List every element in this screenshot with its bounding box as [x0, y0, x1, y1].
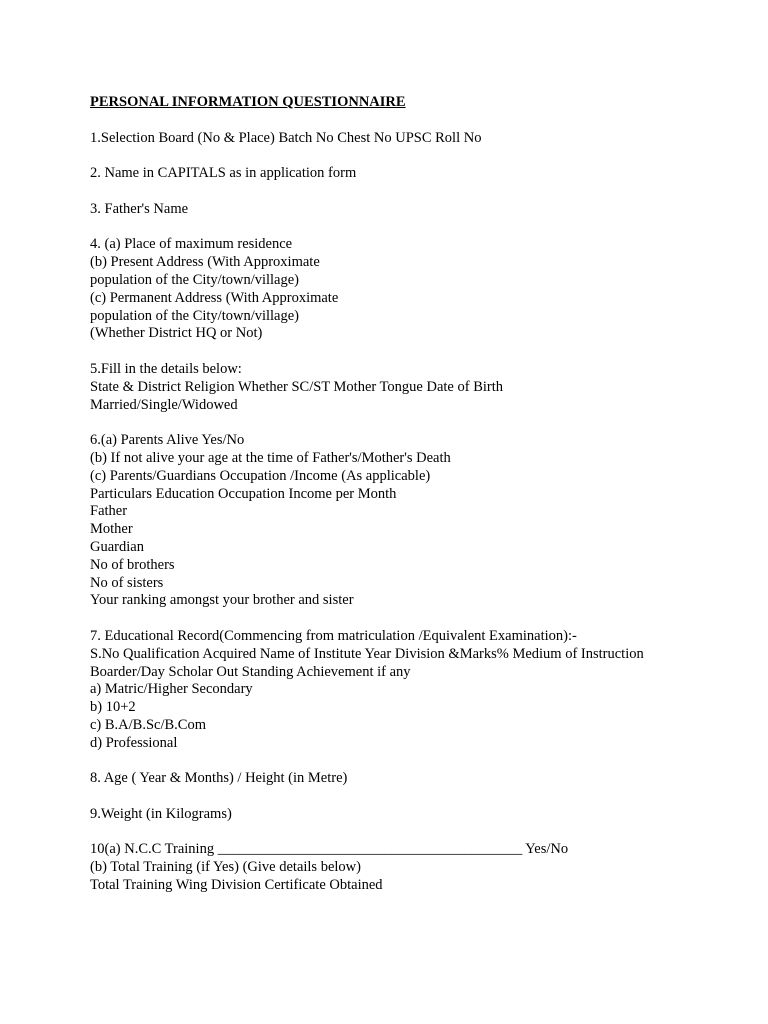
- section-line: 9.Weight (in Kilograms): [90, 805, 232, 822]
- section-10: [90, 841, 710, 894]
- section-line: 2. Name in CAPITALS as in application form: [90, 165, 357, 182]
- section-2: [90, 165, 710, 183]
- section-line: (c) Permanent Address (With Approximate: [90, 289, 339, 306]
- section-line: (c) Parents/Guardians Occupation /Income (As applicable): [90, 467, 431, 484]
- section-line: population of the City/town/village): [90, 271, 300, 288]
- document-title: PERSONAL INFORMATION QUESTIONNAIRE: [90, 94, 406, 110]
- section-line: (b) If not alive your age at the time of Father's/Mother's Death: [90, 449, 451, 466]
- section-line: (b) Total Training (if Yes) (Give details below): [90, 859, 361, 876]
- section-line: b) 10+2: [90, 699, 136, 716]
- section-line: S.No Qualification Acquired Name of Institute Year Division &Marks% Medium of Instruction: [90, 645, 644, 662]
- section-line: 7. Educational Record(Commencing from matriculation /Equivalent Examination):-: [90, 627, 577, 644]
- section-line: 1.Selection Board (No & Place) Batch No Chest No UPSC Roll No: [90, 129, 482, 146]
- section-line: No of sisters: [90, 574, 164, 591]
- section-line: Your ranking amongst your brother and sister: [90, 592, 354, 609]
- document-page: [90, 94, 710, 913]
- section-line: a) Matric/Higher Secondary: [90, 681, 253, 698]
- section-line: 10(a) N.C.C Training __________________________________________ Yes/No: [90, 841, 569, 858]
- section-line: 6.(a) Parents Alive Yes/No: [90, 432, 245, 449]
- section-line: (b) Present Address (With Approximate: [90, 254, 320, 271]
- section-line: No of brothers: [90, 556, 175, 573]
- section-line: State & District Religion Whether SC/ST Mother Tongue Date of Birth: [90, 378, 503, 395]
- section-7: [90, 628, 710, 753]
- section-6: [90, 432, 710, 610]
- section-1: [90, 130, 710, 148]
- section-line: Particulars Education Occupation Income per Month: [90, 485, 397, 502]
- section-8: [90, 770, 710, 788]
- section-3: [90, 201, 710, 219]
- section-9: [90, 806, 710, 824]
- section-line: Mother: [90, 521, 133, 538]
- section-line: Boarder/Day Scholar Out Standing Achievement if any: [90, 663, 411, 680]
- section-5: [90, 361, 710, 414]
- section-line: d) Professional: [90, 734, 178, 751]
- section-line: 5.Fill in the details below:: [90, 360, 242, 377]
- section-4: [90, 236, 710, 343]
- section-line: Guardian: [90, 538, 144, 555]
- section-line: population of the City/town/village): [90, 307, 300, 324]
- section-line: Total Training Wing Division Certificate Obtained: [90, 877, 383, 894]
- section-line: Married/Single/Widowed: [90, 396, 238, 413]
- section-line: Father: [90, 503, 128, 520]
- section-line: 3. Father's Name: [90, 200, 189, 217]
- section-line: 8. Age ( Year & Months) / Height (in Metre): [90, 770, 348, 787]
- section-line: c) B.A/B.Sc/B.Com: [90, 716, 207, 733]
- section-line: 4. (a) Place of maximum residence: [90, 236, 293, 253]
- section-line: (Whether District HQ or Not): [90, 325, 263, 342]
